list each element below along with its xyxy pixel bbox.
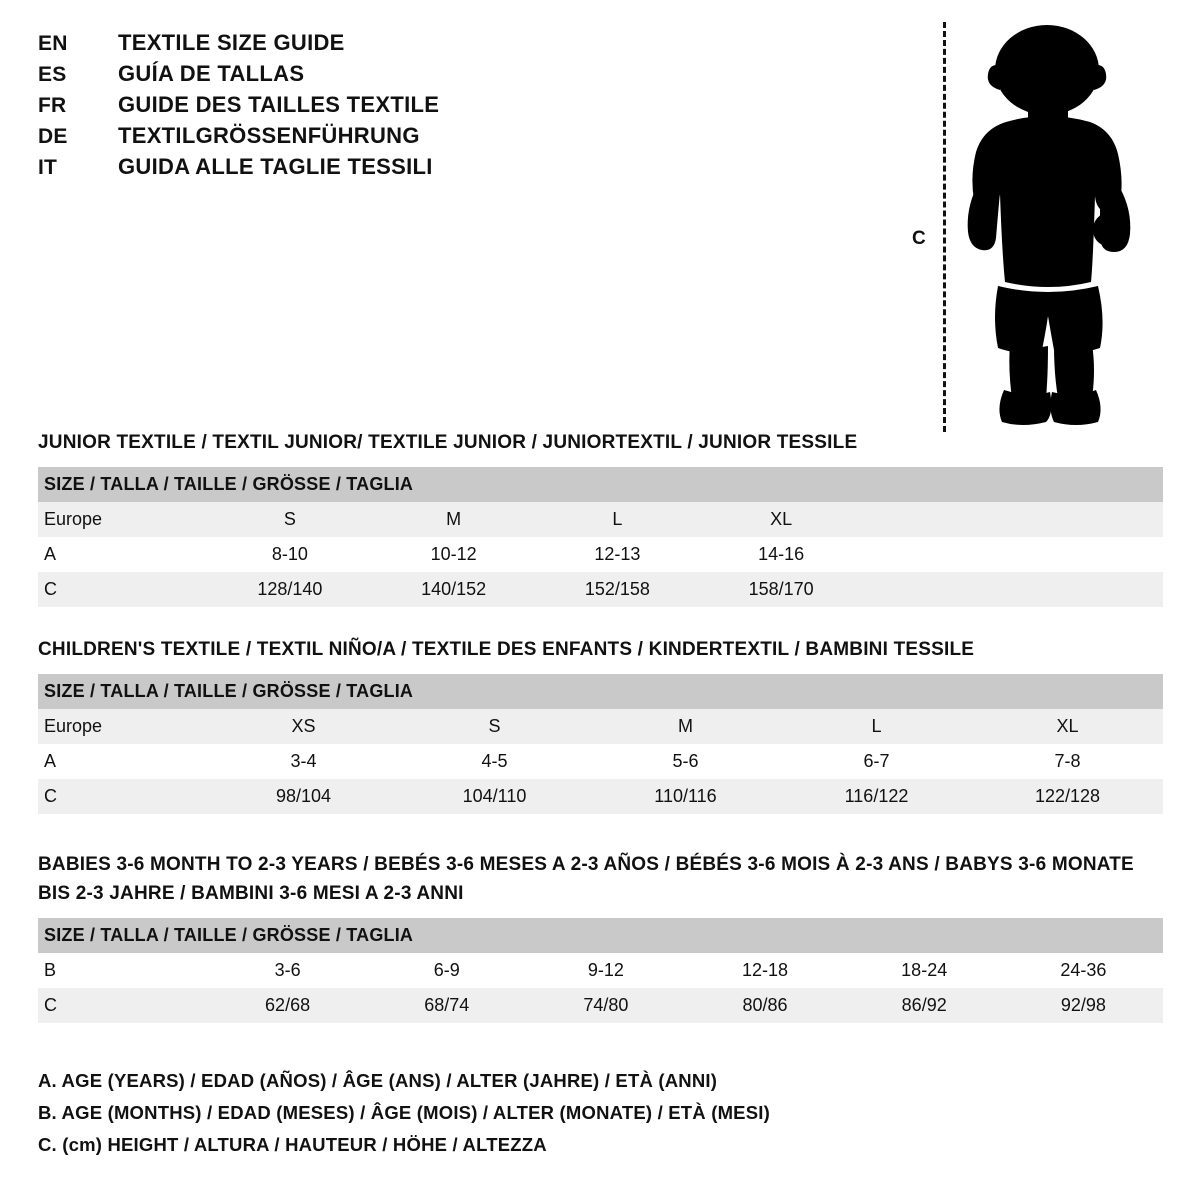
height-dashed-line (943, 22, 946, 432)
cell: 128/140 (208, 572, 372, 607)
table-header-row (38, 467, 1163, 502)
cell: XS (208, 709, 399, 744)
cell: L (781, 709, 972, 744)
section-title: CHILDREN'S TEXTILE / TEXTIL NIÑO/A / TEXTILE DES ENFANTS / KINDERTEXTIL / BAMBINI TESSILE (38, 639, 975, 660)
cell: 18-24 (845, 953, 1004, 988)
cell: 80/86 (685, 988, 844, 1023)
cell: 152/158 (536, 572, 700, 607)
footnote-age-years: A. AGE (YEARS) / EDAD (AÑOS) / ÂGE (ANS) / ALTER (JAHRE) / ETÀ (ANNI) (38, 1070, 718, 1091)
row-label: Europe (38, 502, 208, 537)
language-row (38, 123, 858, 154)
table-row (38, 744, 1163, 779)
cell: 158/170 (699, 572, 863, 607)
cell: 5-6 (590, 744, 781, 779)
cell: 3-4 (208, 744, 399, 779)
table-row (38, 709, 1163, 744)
cell: 68/74 (367, 988, 526, 1023)
language-code: DE (38, 125, 68, 148)
language-title: GUÍA DE TALLAS (118, 61, 305, 86)
cell: 62/68 (208, 988, 367, 1023)
section-junior (38, 428, 1163, 607)
cell: 104/110 (399, 779, 590, 814)
table-header-label: SIZE / TALLA / TAILLE / GRÖSSE / TAGLIA (38, 467, 863, 502)
language-row (38, 30, 858, 61)
cell: 14-16 (699, 537, 863, 572)
measurement-figure (900, 10, 1160, 430)
cell: S (399, 709, 590, 744)
cell: 9-12 (526, 953, 685, 988)
language-title: TEXTILE SIZE GUIDE (118, 30, 345, 55)
language-code: ES (38, 63, 67, 86)
table-row (38, 953, 1163, 988)
footnote-age-months: B. AGE (MONTHS) / EDAD (MESES) / ÂGE (MOIS) / ALTER (MONATE) / ETÀ (MESI) (38, 1102, 770, 1123)
table-row (38, 537, 1163, 572)
cell: 74/80 (526, 988, 685, 1023)
row-label: C (38, 572, 208, 607)
language-title-block (38, 30, 858, 185)
language-code: FR (38, 94, 67, 117)
section-children (38, 635, 1163, 814)
cell: S (208, 502, 372, 537)
cell: 98/104 (208, 779, 399, 814)
section-babies (38, 850, 1163, 1023)
size-table-junior (38, 467, 1163, 607)
height-measure-label: C (912, 228, 926, 249)
table-row (38, 572, 1163, 607)
cell: XL (699, 502, 863, 537)
table-header-row (38, 918, 1163, 953)
section-title: JUNIOR TEXTILE / TEXTIL JUNIOR/ TEXTILE JUNIOR / JUNIORTEXTIL / JUNIOR TESSILE (38, 432, 858, 453)
language-title: GUIDE DES TAILLES TEXTILE (118, 92, 440, 117)
cell: 86/92 (845, 988, 1004, 1023)
size-table-babies (38, 918, 1163, 1023)
cell: 140/152 (372, 572, 536, 607)
row-label: C (38, 779, 208, 814)
row-label: Europe (38, 709, 208, 744)
language-title: GUIDA ALLE TAGLIE TESSILI (118, 154, 433, 179)
cell: 110/116 (590, 779, 781, 814)
cell: 6-7 (781, 744, 972, 779)
row-label: A (38, 537, 208, 572)
language-code: EN (38, 32, 68, 55)
footnotes-block (38, 1065, 1138, 1161)
cell: 3-6 (208, 953, 367, 988)
cell: M (372, 502, 536, 537)
cell: M (590, 709, 781, 744)
row-label: B (38, 953, 208, 988)
language-row (38, 61, 858, 92)
cell: 92/98 (1004, 988, 1163, 1023)
child-silhouette-icon (950, 18, 1150, 438)
language-code: IT (38, 156, 58, 179)
table-row (38, 779, 1163, 814)
cell: L (536, 502, 700, 537)
cell: 7-8 (972, 744, 1163, 779)
cell: 122/128 (972, 779, 1163, 814)
section-title: BABIES 3-6 MONTH TO 2-3 YEARS / BEBÉS 3-6 MESES A 2-3 AÑOS / BÉBÉS 3-6 MOIS À 2-3 ANS / BABYS 3-6 MONATE BIS 2-3 JAHRE / BAMBINI 3-6 MESI A 2-3 ANNI (38, 854, 1134, 904)
cell: 8-10 (208, 537, 372, 572)
size-table-children (38, 674, 1163, 814)
language-row (38, 92, 858, 123)
cell: 116/122 (781, 779, 972, 814)
language-row (38, 154, 858, 185)
cell: 4-5 (399, 744, 590, 779)
footnote-height: C. (cm) HEIGHT / ALTURA / HAUTEUR / HÖHE / ALTEZZA (38, 1134, 547, 1155)
table-header-label: SIZE / TALLA / TAILLE / GRÖSSE / TAGLIA (38, 918, 526, 953)
table-row (38, 502, 1163, 537)
table-header-label: SIZE / TALLA / TAILLE / GRÖSSE / TAGLIA (38, 674, 590, 709)
cell: 6-9 (367, 953, 526, 988)
table-header-row (38, 674, 1163, 709)
cell: 24-36 (1004, 953, 1163, 988)
language-title: TEXTILGRÖSSENFÜHRUNG (118, 123, 420, 148)
cell: 10-12 (372, 537, 536, 572)
row-label: A (38, 744, 208, 779)
cell: 12-18 (685, 953, 844, 988)
table-row (38, 988, 1163, 1023)
cell: XL (972, 709, 1163, 744)
cell: 12-13 (536, 537, 700, 572)
row-label: C (38, 988, 208, 1023)
